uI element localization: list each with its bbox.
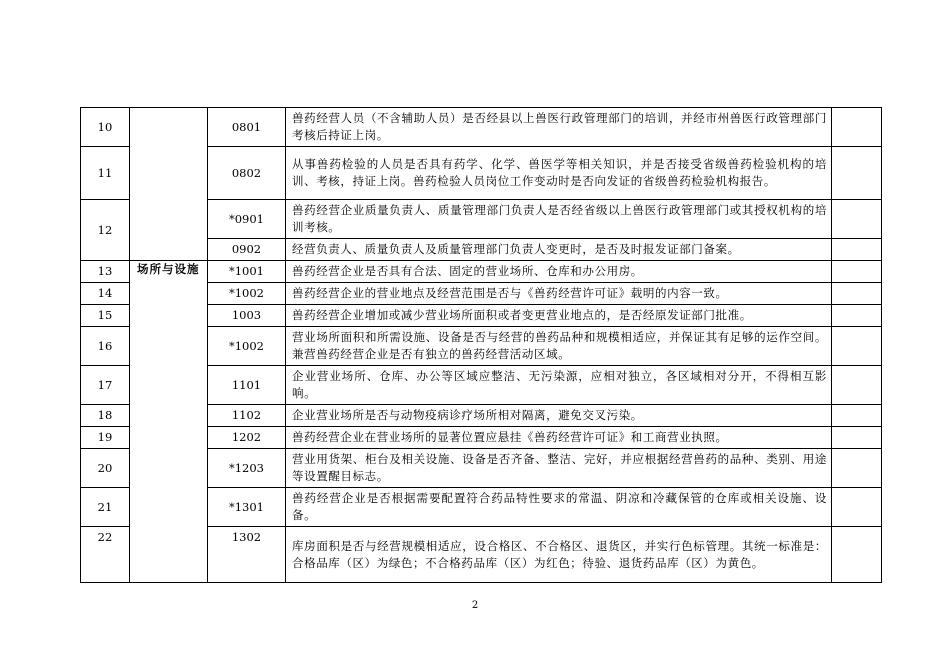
item-code: *1002	[208, 283, 286, 305]
item-description: 兽药经营企业是否具有合法、固定的营业场所、仓库和办公用房。	[286, 261, 832, 283]
category-cell-empty	[130, 108, 208, 261]
table-row	[81, 261, 882, 283]
item-code: 0802	[208, 147, 286, 200]
item-description: 营业场所面积和所需设施、设备是否与经营的兽药品种和规模相适应，并保证其有足够的运作空间。兼营兽药经营企业是否有独立的兽药经营活动区域。	[286, 327, 832, 366]
result-cell	[832, 108, 882, 147]
inspection-table	[80, 107, 882, 583]
item-code: *1002	[208, 327, 286, 366]
item-code: 0902	[208, 239, 286, 261]
result-cell	[832, 327, 882, 366]
row-number: 14	[81, 283, 130, 305]
item-description: 库房面积是否与经营规模相适应，设合格区、不合格区、退货区，并实行色标管理。其统一标准是：合格品库（区）为绿色；不合格药品库（区）为红色；待验、退货药品库（区）为黄色。	[286, 527, 832, 583]
row-number: 13	[81, 261, 130, 283]
item-code: *1001	[208, 261, 286, 283]
result-cell	[832, 405, 882, 427]
item-code: *1301	[208, 488, 286, 527]
item-description: 营业用货架、柜台及相关设施、设备是否齐备、整洁、完好，并应根据经营兽药的品种、类别、用途等设置醒目标志。	[286, 449, 832, 488]
row-number: 18	[81, 405, 130, 427]
row-number: 19	[81, 427, 130, 449]
item-description: 企业营业场所是否与动物疫病诊疗场所相对隔离，避免交叉污染。	[286, 405, 832, 427]
result-cell	[832, 488, 882, 527]
item-description: 兽药经营企业是否根据需要配置符合药品特性要求的常温、阴凉和冷藏保管的仓库或相关设施、设备。	[286, 488, 832, 527]
result-cell	[832, 527, 882, 583]
row-number: 12	[81, 200, 130, 261]
item-description: 兽药经营企业质量负责人、质量管理部门负责人是否经省级以上兽医行政管理部门或其授权机构的培训考核。	[286, 200, 832, 239]
item-description: 兽药经营企业增加或减少营业场所面积或者变更营业地点的，是否经原发证部门批准。	[286, 305, 832, 327]
item-description: 从事兽药检验的人员是否具有药学、化学、兽医学等相关知识，并是否接受省级兽药检验机构的培训、考核，持证上岗。兽药检验人员岗位工作变动时是否向发证的省级兽药检验机构报告。	[286, 147, 832, 200]
item-description: 兽药经营企业的营业地点及经营范围是否与《兽药经营许可证》载明的内容一致。	[286, 283, 832, 305]
result-cell	[832, 239, 882, 261]
item-code: *1203	[208, 449, 286, 488]
result-cell	[832, 449, 882, 488]
row-number: 21	[81, 488, 130, 527]
row-number: 15	[81, 305, 130, 327]
item-code: 1302	[208, 527, 286, 583]
item-description: 企业营业场所、仓库、办公等区域应整洁、无污染源，应相对独立，各区域相对分开，不得相互影响。	[286, 366, 832, 405]
category-label: 场所与设施	[130, 261, 208, 583]
row-number: 16	[81, 327, 130, 366]
result-cell	[832, 283, 882, 305]
item-code: 1003	[208, 305, 286, 327]
row-number: 22	[81, 527, 130, 583]
result-cell	[832, 261, 882, 283]
item-code: *0901	[208, 200, 286, 239]
row-number: 11	[81, 147, 130, 200]
item-code: 1102	[208, 405, 286, 427]
row-number: 10	[81, 108, 130, 147]
row-number: 17	[81, 366, 130, 405]
result-cell	[832, 147, 882, 200]
item-code: 1202	[208, 427, 286, 449]
table-row	[81, 108, 882, 147]
result-cell	[832, 427, 882, 449]
item-code: 0801	[208, 108, 286, 147]
page-number: 2	[471, 600, 479, 611]
row-number: 20	[81, 449, 130, 488]
item-description: 经营负责人、质量负责人及质量管理部门负责人变更时，是否及时报发证部门备案。	[286, 239, 832, 261]
result-cell	[832, 366, 882, 405]
item-description: 兽药经营企业在营业场所的显著位置应悬挂《兽药经营许可证》和工商营业执照。	[286, 427, 832, 449]
result-cell	[832, 200, 882, 239]
item-description: 兽药经营人员（不含辅助人员）是否经县以上兽医行政管理部门的培训，并经市州兽医行政管理部门考核后持证上岗。	[286, 108, 832, 147]
result-cell	[832, 305, 882, 327]
item-code: 1101	[208, 366, 286, 405]
